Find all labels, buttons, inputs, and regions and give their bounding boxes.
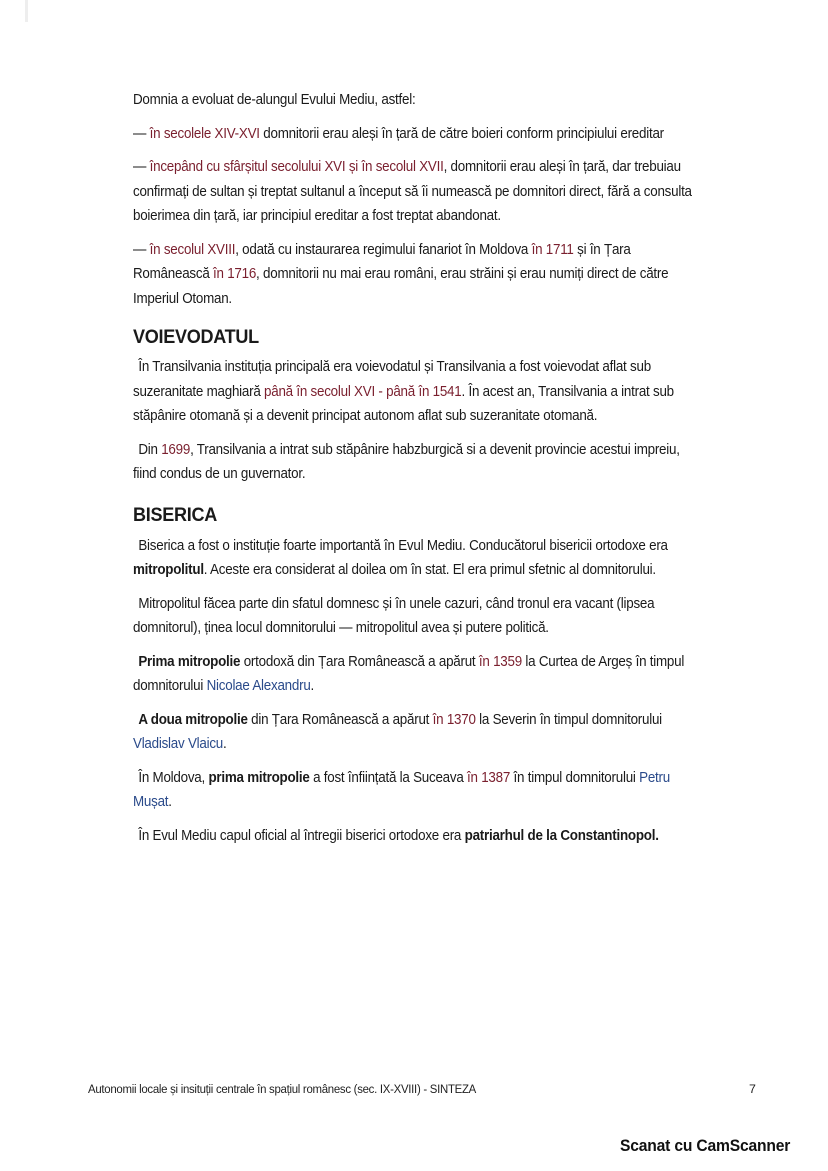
date-highlight: în 1387 xyxy=(467,769,511,786)
page-number: 7 xyxy=(749,1082,756,1096)
intro-paragraph: Domnia a evoluat de-alungul Evului Mediu, astfel: xyxy=(133,92,416,108)
paragraph: În Moldova, prima mitropolie a fost înființată la Suceava în 1387 în timpul domnitorului Petru Mușat. xyxy=(133,769,670,810)
date-highlight: în secolul XVIII xyxy=(149,241,236,258)
ruler-name: Petru Mușat xyxy=(133,769,670,810)
date-highlight: în 1370 xyxy=(432,711,476,728)
paragraph: A doua mitropolie din Țara Românească a apărut în 1370 la Severin în timpul domnitorului Vladislav Vlaicu. xyxy=(133,711,662,752)
date-highlight: 1699 xyxy=(161,441,191,458)
list-item: — începând cu sfârșitul secolului XVI și în secolul XVII, domnitorii erau aleși în țară, dar trebuiau confirmați de sultan și treptat sultanul a început să îi numească pe domnitori direct, fără a consulta boierimea din țară, iar principiul ereditar a fost treptat abandonat. xyxy=(133,159,692,224)
date-highlight: până în secolul XVI - până în 1541 xyxy=(264,383,462,400)
paragraph: Prima mitropolie ortodoxă din Țara Românească a apărut în 1359 la Curtea de Argeș în timpul domnitorului Nicolae Alexandru. xyxy=(133,653,685,694)
date-highlight: începând cu sfârșitul secolului XVI și în secolul XVII xyxy=(149,159,444,175)
date-highlight: în 1359 xyxy=(478,653,522,670)
section-heading-biserica: BISERICA xyxy=(133,504,217,526)
date-highlight: în 1716 xyxy=(213,266,257,282)
paragraph: Biserica a fost o instituție foarte importantă în Evul Mediu. Conducătorul bisericii ortodoxe era mitropolitul. Aceste era considerat al doilea om în stat. El era primul sfetnic al domnitorului. xyxy=(133,537,668,578)
bold-term: patriarhul de la Constantinopol xyxy=(464,827,656,844)
paragraph: În Evul Mediu capul oficial al întregii biserici ortodoxe era patriarhul de la Constantinopol. xyxy=(138,827,659,844)
paragraph: Mitropolitul făcea parte din sfatul domnesc și în unele cazuri, când tronul era vacant (lipsea domnitorul), ținea locul domnitorului — mitropolitul avea și putere politică. xyxy=(133,595,655,636)
bold-term: Prima mitropolie xyxy=(138,653,241,670)
ruler-name: Nicolae Alexandru xyxy=(206,678,311,694)
footer-title: Autonomii locale și insituții centrale în spațiul românesc (sec. IX-XVIII) - SINTEZA xyxy=(88,1082,476,1096)
date-highlight: în secolele XIV-XVI xyxy=(149,125,260,142)
list-item: — în secolele XIV-XVI domnitorii erau aleși în țară de către boieri conform principiului ereditar xyxy=(133,125,664,142)
document-page xyxy=(133,88,693,848)
paragraph: În Transilvania instituția principală era voievodatul și Transilvania a fost voievodat aflat sub suzeranitate maghiară până în secolul XVI - până în 1541. În acest an, Transilvania a intrat sub stăpânire otomană și a devenit principat autonom aflat sub suzeranitate otomană. xyxy=(133,359,674,424)
paragraph: Din 1699, Transilvania a intrat sub stăpânire habzburgică si a devenit provincie acestui impreiu, fiind condus de un guvernator. xyxy=(133,441,680,482)
scan-edge-artifact xyxy=(25,0,28,22)
ruler-name: Vladislav Vlaicu xyxy=(133,736,224,752)
list-item: — în secolul XVIII, odată cu instaurarea regimului fanariot în Moldova în 1711 și în Țara Românească în 1716, domnitorii nu mai erau români, erau străini și erau numiți direct de către Imperiul Otoman. xyxy=(133,241,669,307)
bold-term: prima mitropolie xyxy=(208,769,310,786)
bold-term: mitropolitul xyxy=(133,562,204,578)
date-highlight: în 1711 xyxy=(531,241,574,258)
bold-term: A doua mitropolie xyxy=(138,711,248,728)
camscanner-watermark: Scanat cu CamScanner xyxy=(620,1136,791,1155)
section-heading-voievodatul: VOIEVODATUL xyxy=(133,327,259,348)
